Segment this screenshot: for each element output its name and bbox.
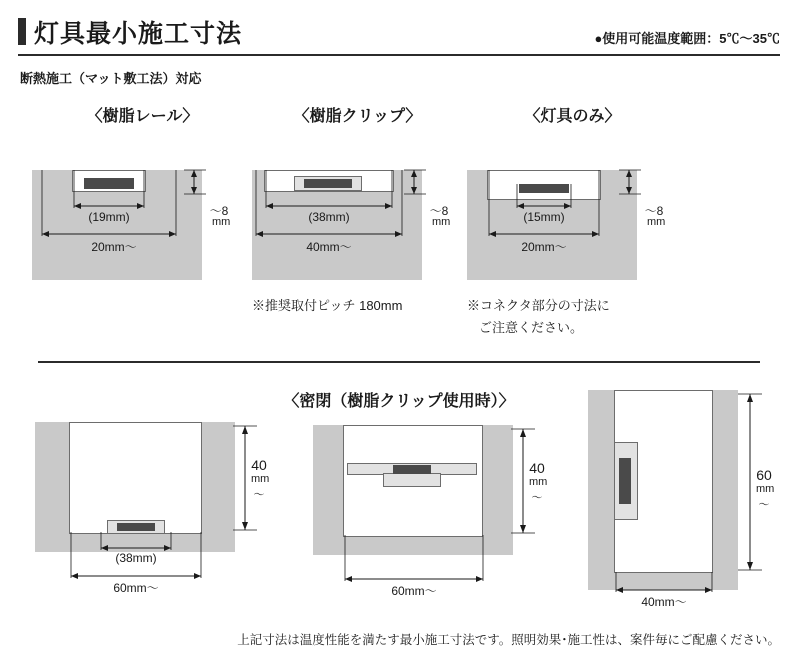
height-dimension-arrow <box>509 425 549 555</box>
cavity-bottom-line <box>614 572 713 573</box>
diagram-title-fixture-only: 〈灯具のみ〉 <box>524 108 621 125</box>
diagram-sealed-left <box>35 422 275 595</box>
temperature-range-note: ●使用可能温度範囲：5℃〜35℃ <box>594 31 780 46</box>
outer-dimension-label: 20mm〜 <box>91 240 137 254</box>
cavity-bottom-line <box>69 533 202 534</box>
height-dimension-label: 60 <box>756 467 772 483</box>
diagram-fixture-only <box>467 170 667 280</box>
height-dimension-tilde: 〜 <box>531 492 543 504</box>
inner-dimension-label: (38mm) <box>308 210 350 224</box>
fixture-body <box>393 465 431 474</box>
inner-dimension-label: (15mm) <box>523 210 565 224</box>
footer-note: 上記寸法は温度性能を満たす最小施工寸法です。照明効果･施工性は、案件毎にご配慮ください。 <box>237 633 780 647</box>
height-dimension-label: 〜8 <box>429 204 449 218</box>
height-dimension-unit: mm <box>432 216 451 228</box>
outer-dimension-label: 60mm〜 <box>391 584 437 598</box>
fixture-body <box>117 523 155 531</box>
outer-dimension-label: 40mm〜 <box>641 595 687 609</box>
outer-dimension-label: 20mm〜 <box>521 240 567 254</box>
height-dimension-unit: mm <box>251 473 270 485</box>
inner-dimension-label: (19mm) <box>88 210 130 224</box>
height-dimension-label: 40 <box>529 460 545 476</box>
outer-dimension-label: 60mm〜 <box>113 581 159 595</box>
header-divider <box>18 54 780 56</box>
recess-bottom-line <box>72 191 146 192</box>
diagram-sealed-right <box>588 390 788 609</box>
diagram-sealed-center <box>313 425 553 598</box>
fixture-body <box>84 178 134 189</box>
inner-dimension-label: (38mm) <box>115 551 157 565</box>
outer-dimension-label: 40mm〜 <box>306 240 352 254</box>
height-dimension-arrow <box>231 422 271 552</box>
height-dimension-label: 〜8 <box>644 204 664 218</box>
sealed-cavity <box>69 422 202 534</box>
height-dimension-unit: mm <box>212 216 231 228</box>
header-accent-bar <box>18 18 26 45</box>
diagram-resin-rail <box>32 170 232 280</box>
fixture-body <box>619 458 631 504</box>
subheading: 断熱施工（マット敷工法）対応 <box>20 71 202 86</box>
height-dimension-tilde: 〜 <box>253 489 265 501</box>
recess-bottom-line <box>264 191 394 192</box>
note-connector-line1: ※コネクタ部分の寸法に <box>467 298 610 313</box>
page-header <box>18 16 780 52</box>
height-dimension-arrow <box>617 166 657 206</box>
diagram-resin-clip <box>252 170 452 280</box>
note-connector-line2: ご注意ください。 <box>479 320 584 335</box>
fixture-body <box>519 184 569 193</box>
height-dimension-label: 〜8 <box>209 204 229 218</box>
height-dimension-arrow <box>402 166 442 206</box>
diagram-title-sealed-clip: 〈密閉（樹脂クリップ使用時）〉 <box>283 393 515 410</box>
height-dimension-label: 40 <box>251 457 267 473</box>
section-divider <box>38 361 760 363</box>
height-dimension-arrow <box>182 166 222 206</box>
height-dimension-unit: mm <box>647 216 666 228</box>
note-mounting-pitch: ※推奨取付ピッチ 180mm <box>252 298 403 313</box>
height-dimension-tilde: 〜 <box>758 499 770 511</box>
height-dimension-unit: mm <box>756 483 775 495</box>
fixture-housing <box>383 473 441 487</box>
diagram-title-resin-rail: 〈樹脂レール〉 <box>86 108 199 125</box>
cavity-bottom-line <box>343 536 483 537</box>
diagram-title-resin-clip: 〈樹脂クリップ〉 <box>293 108 422 125</box>
fixture-body <box>304 179 352 188</box>
height-dimension-unit: mm <box>529 476 548 488</box>
page-title: 灯具最小施工寸法 <box>34 20 243 48</box>
